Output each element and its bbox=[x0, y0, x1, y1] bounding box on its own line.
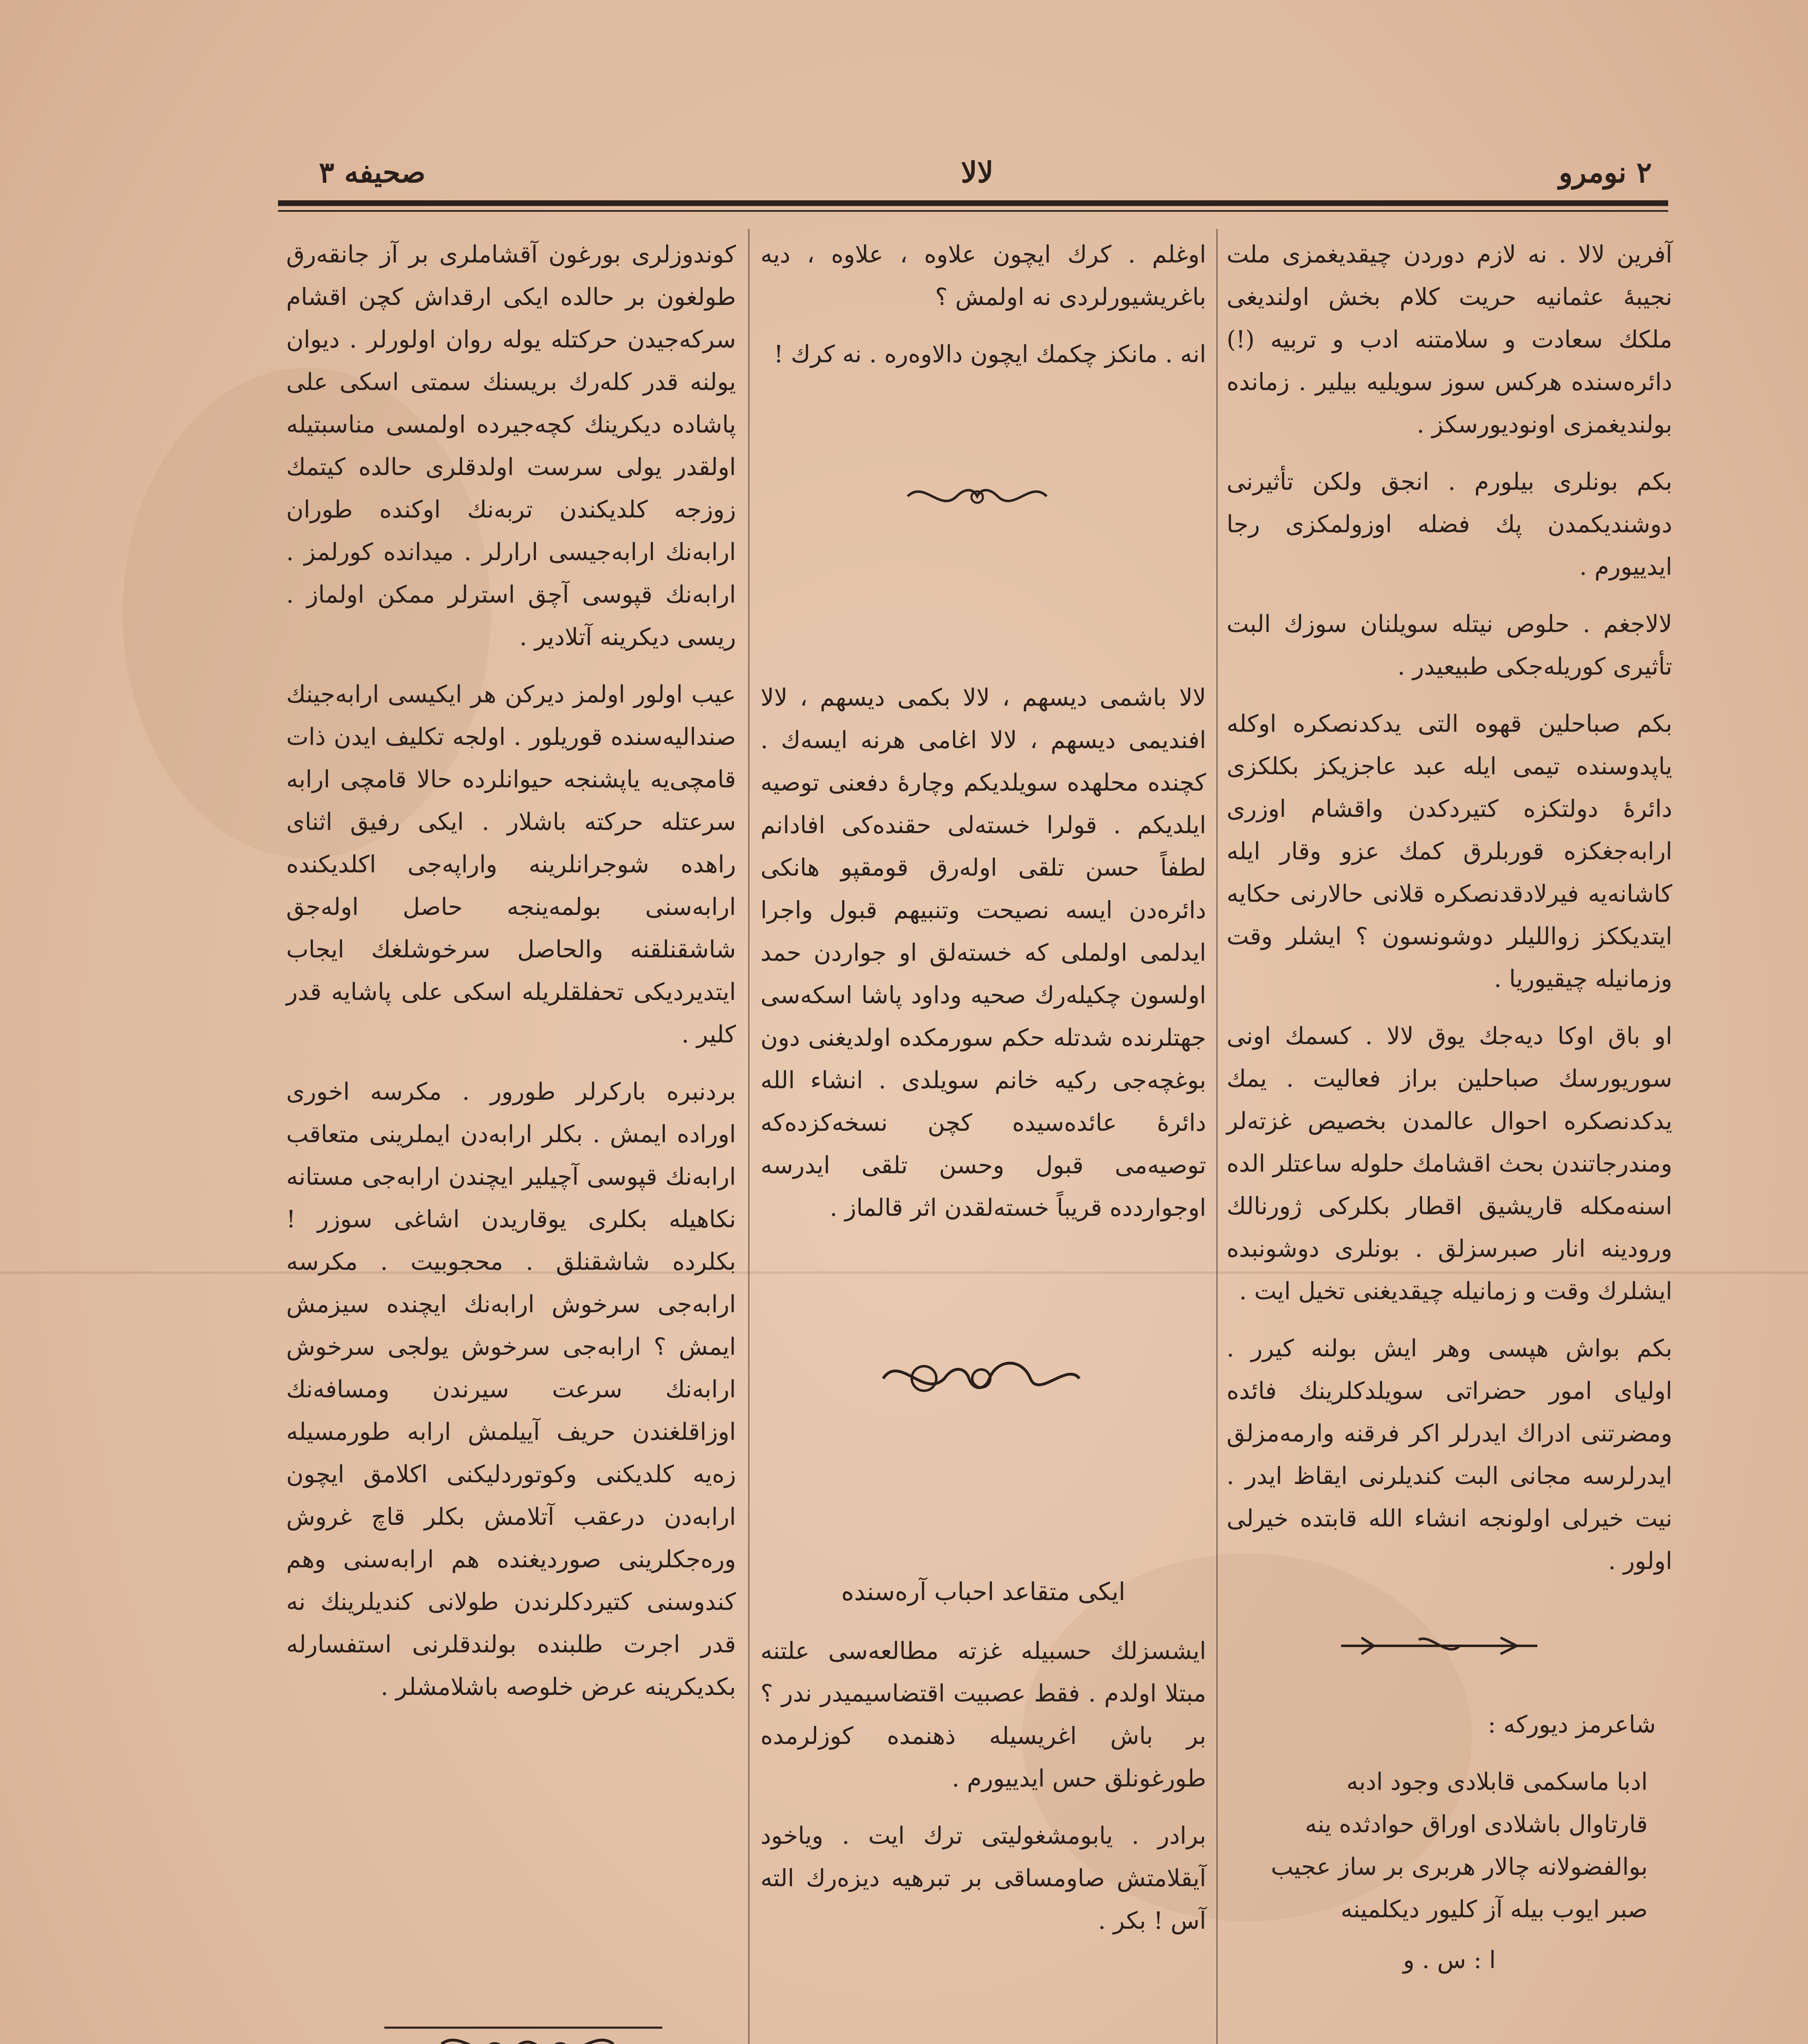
poem-signature: ا : س . و bbox=[1403, 1946, 1496, 1974]
newspaper-title: لالا bbox=[961, 155, 994, 189]
scroll-ornament bbox=[760, 1244, 1206, 1571]
poem-line: صبر ایوب بیله آز کلیور دیکلمینه bbox=[1341, 1895, 1648, 1923]
paragraph: ایشسزلك حسبیله غزته مطالعه‌سی علتنه مبتلا اولدم . فقط عصبیت اقتضاسیمیدر ندر ؟ بر باش اغریسیله ذهنمده کوزلرمده طورغونلق حس ایدییورم . bbox=[760, 1637, 1206, 1792]
floral-ornament bbox=[380, 2011, 666, 2044]
paragraph: بردنبره بارکرلر طورور . مکرسه اخوری اوراده ایمش . بکلر ارابه‌دن ایملرینی متعاقب ارابه‌نك قپوسی آچیلیر ایچندن ارابه‌جی مستانه نکاهیله بکلری یوقاریدن اشاغی سوزر ! بکلرده شاشقنلق . محجوبیت . مکرسه ارابه‌جی سرخوش ارابه‌نك ایچنده سیزمش ایمش ؟ ارابه‌جی سرخوش یولجی سرخوش ارابه‌نك سرعت سیرندن ومسافه‌نك اوزاقلغندن حریف آییلمش ارابه طورمسیله زه‌یه کلدیکنی وکوتوردلیکنی اکلامق ایچون ارابه‌دن درعقب آتلامش بکلر قاچ غروش وره‌جکلرینی صوردیغنده هم ارابه‌سنی وهم کندوسنی کتیردکلرندن طولانی کندیلرینك نه قدر اجرت طلبنده بولندقلرنی استفسارله بکدیکرینه عرض خلوصه باشلامشلر . bbox=[286, 1078, 736, 1701]
issue-number: ۲ نومرو bbox=[1559, 155, 1652, 189]
paragraph: لالاجغم . حلوص نیتله سویلنان سوزك البت تأثیری کوریله‌جکی طبیعیدر . bbox=[1227, 610, 1672, 680]
paragraph: بکم صباحلین قهوه التی یدکدنصکره اوکله یاپدوسنده تیمی ایله عبد عاجزیکز بکلکزی دائرهٔ دولتکزه کتیردکدن واقشام اوزری ارابه‌جغکزه قوربلرق کمك عزو وقار ایله کاشانه‌یه فیرلادقدنصکره قلانی حالارنی حکایه ایتدیککز زواللیلر دوشونسون ؟ ایشلر وقت وزمانیله چیقیوریا . bbox=[1227, 710, 1672, 993]
column-right bbox=[1227, 233, 1672, 1981]
column-divider bbox=[748, 229, 749, 2044]
header-rule bbox=[278, 200, 1668, 206]
poem-line: ادبا ماسکمی قابلادی وجود ادبه bbox=[1346, 1768, 1648, 1795]
section-title: ایکی متقاعد احباب آره‌سنده bbox=[841, 1578, 1126, 1606]
paragraph: بکم بواش هپسی وهر ایش بولنه کیرر . اولیای امور حضراتی سویلدکلرینك فائده ومضرتنی ادراك ایدرلر اکر فرقنه وارمه‌مزلق ایدرلرسه مجانی البت کندیلرنی ایقاظ ایدر . نیت خیرلی اولونجه انشاء الله قابتده خیرلی اولور . bbox=[1227, 1334, 1672, 1575]
poem-intro: شاعرمز دیورکه : bbox=[1487, 1710, 1656, 1738]
paragraph: کوندوزلری بورغون آقشاملری بر آز جانقه‌رق طولغون بر حالده ایکی ارقداش کچن اقشام سرکه‌جیدن حرکتله یوله روان اولورلر . دیوان یولنه قدر کله‌رك بریسنك سمتی اسکی علی پاشاده دیکرینك کچه‌جیرده اولمسی مناسبتیله اولقدر یولی سرست اولدقلری حالده کیتمك زوزجه کلدیکندن تربه‌نك اوکنده طوران ارابه‌نك ارابه‌جیسی ارارلر . میدانده کورلمز . ارابه‌نك قپوسی آچق استرلر ممکن اولماز . ریسی دیکرینه آتلادیر . bbox=[286, 240, 736, 651]
paragraph: لالا باشمی دیسهم ، لالا بکمی دیسهم ، لالا افندیمی دیسهم ، لالا اغامی هرنه ایسه‌ك . کچنده محلهده سویلدیکم وچارهٔ دفعنی توصیه ایلدیکم . قولرا خسته‌لی حقنده‌کی افادانم لطفاً حسن تلقی اوله‌رق قومقپو هانکی دائره‌دن ایسه نصیحت وتنبیهم قبول واجرا ایدلمی اولملی که خسته‌لق او جواردن حمد اولسون چکیله‌رك صحیه وداود پاشا اسکه‌سی جهتلرنده شدتله حکم سورمکده اولدیغنی دون بوغچه‌جی رکیه خانم سویلدی . انشاء الله دائرهٔ عائده‌سیده کچن نسخه‌کزده‌که توصیه‌می قبول وحسن تلقی ایدرسه اوجواردده قریباً خسته‌لقدن اثر قالماز . bbox=[760, 684, 1206, 1221]
header-rule-thin bbox=[278, 210, 1668, 212]
poem-line: قارتاوال باشلادی اوراق حوادثده ینه bbox=[1305, 1810, 1648, 1838]
paragraph: بکم بونلری بیلورم . انجق ولکن تأثیرنی دوشندیکمدن پك فضله اوزولمکزی رجا ایدییورم . bbox=[1227, 468, 1672, 580]
paragraph: عیب اولور اولمز دیرکن هر ایکیسی ارابه‌جینك صندالیه‌سنده قوریلور . اولجه تکلیف ایدن ذات قامچی‌یه یاپشنجه حیوانلرده حالا قامچی ارابه سرعتله حرکته باشلار . ایکی رفیق اثنای راهده شوجرانلرینه واراپه‌جی اکلدیکنده ارابه‌سنی بولمه‌ینجه حاصل اوله‌جق شاشقنلقنه والحاصل سرخوشلغك ایجاب ایتدیردیکی تحفلقلریله اسکی علی پاشایه قدر کلیر . bbox=[286, 680, 736, 1048]
column-divider bbox=[1216, 229, 1218, 2044]
paragraph: برادر . یابومشغولیتی ترك ایت . ویاخود آیقلامتش صاومساقی بر تبرهیه دیزه‌رك الته آس ! بکر . bbox=[760, 1822, 1206, 1934]
poem bbox=[1227, 1760, 1648, 1930]
page-header bbox=[278, 155, 1668, 217]
paragraph: انه . مانکز چکمك ایچون دالاوه‌ره . نه کرك ! bbox=[774, 340, 1206, 368]
paragraph: او باق اوکا دیه‌جك یوق لالا . کسمك اونی سوریورسك صباحلین براز فعالیت . یمك یدکدنصکره احوال عالمدن بخصیص غزته‌لر ومندرجاتندن بحث اقشامك حلوله ساعتلر الده اسنه‌مکله قاریشیق اقطار بکلرکی ژورنالك ورودینه انار صبرسزلق . بونلری دوشونبده ایشلرك وقت و زمانیله چیقدیغنی تخیل ایت . bbox=[1227, 1022, 1672, 1305]
dagger-ornament bbox=[1227, 1597, 1672, 1703]
scroll-ornament bbox=[760, 390, 1206, 676]
column-left bbox=[286, 233, 736, 1723]
paragraph: آفرین لالا . نه لازم دوردن چیقدیغمزی ملت نجیبهٔ عثمانیه حریت کلام بخش اولندیغی ملکك سعادت و سلامتنه ادب و تربیه (!) دائره‌سنده هرکس سوز سویلیه بیلیر . زمانده بولندیغمزی اونودیورسکز . bbox=[1227, 240, 1672, 438]
poem-line: بوالفضولانه چالار هربری بر ساز عجیب bbox=[1271, 1853, 1648, 1880]
page-number-label: صحیفه ۳ bbox=[319, 155, 426, 189]
paragraph: اوغلم . کرك ایچون علاوه ، علاوه ، دیه باغریشیورلردی نه اولمش ؟ bbox=[760, 240, 1206, 311]
column-middle bbox=[760, 233, 1206, 1957]
